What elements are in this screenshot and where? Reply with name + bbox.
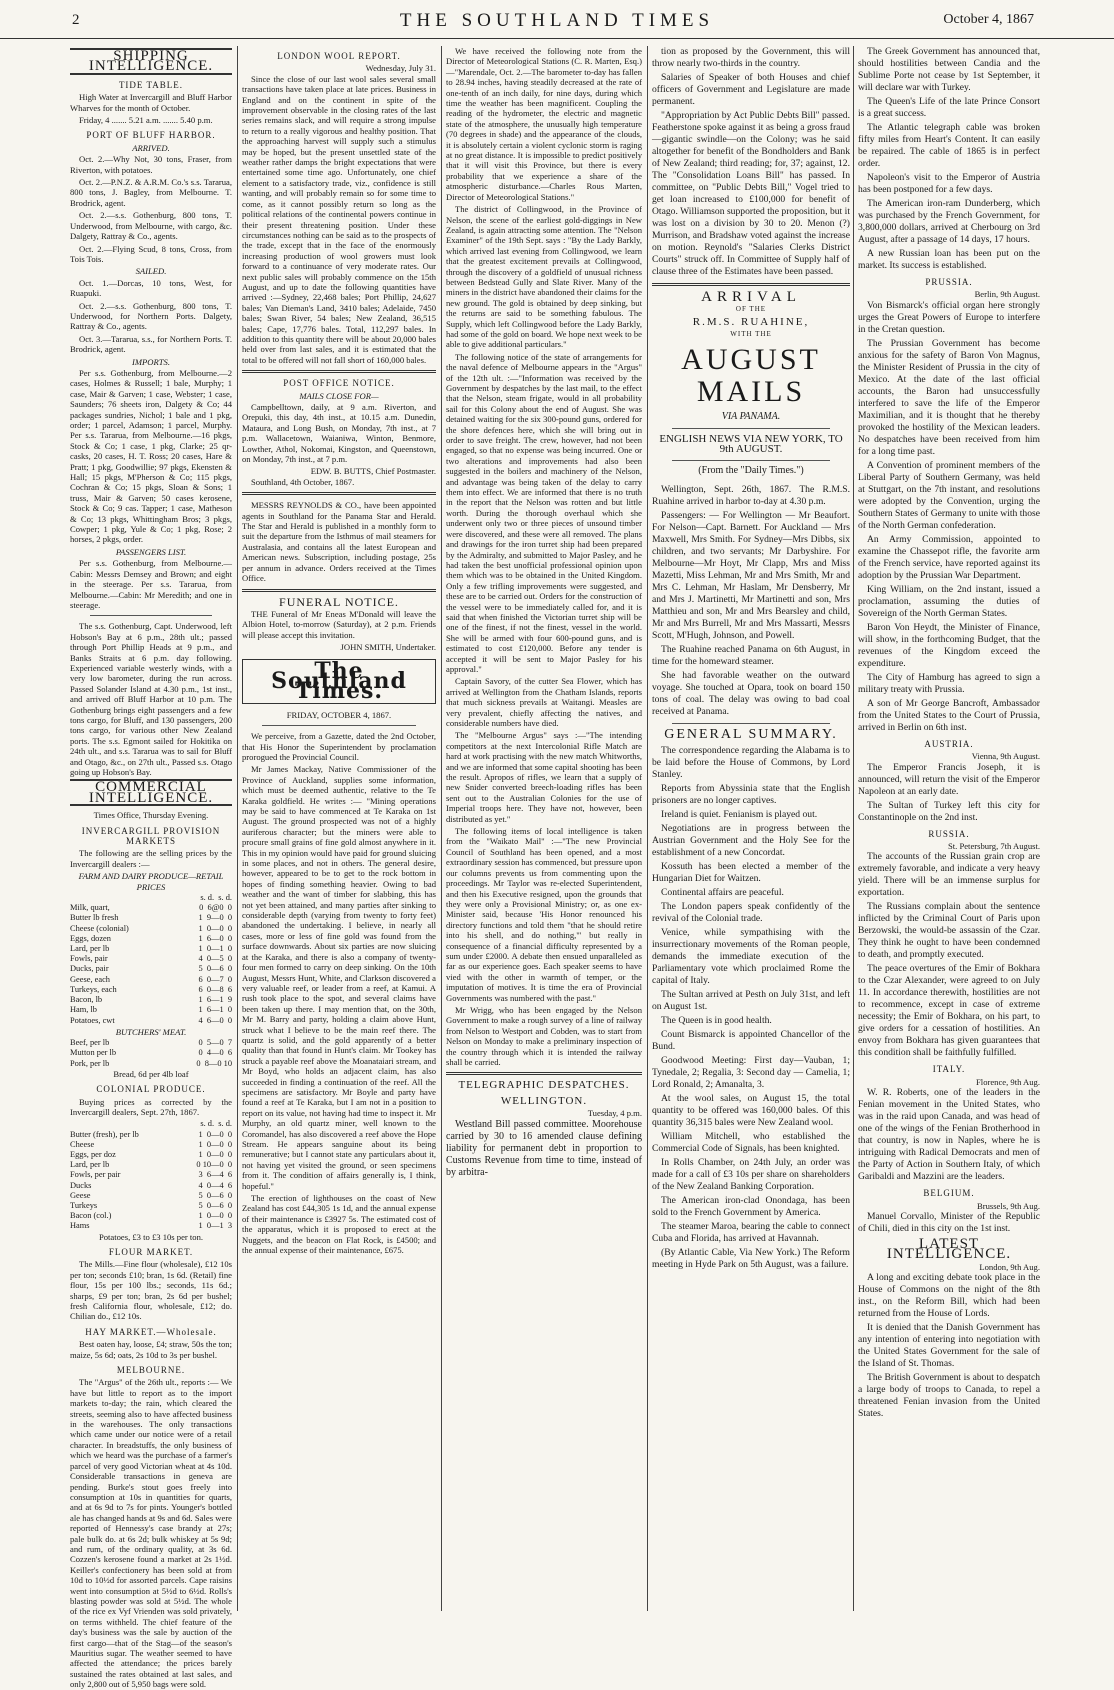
news-paragraph: The district of Collingwood, in the Province of Nelson, the scene of the earliest gold-diggings in New Zealand, is again attracting some attention. The "Nelson Examiner" of the 19th Sept. says : "By the Lady Barkly, which arrived last evening from Collingwood, we learn that the greatest excitement prevails at Collingwood, through the discovery of a goldfield of unusual richness between Bedstead Gully and Slate River. Many of the miners in the district have abandoned their claims for the new ground. The gold is obtained by deep sinking, but the returns are said to be something fabulous. The Supply, which left Collingwood before the Lady Barkly, had some of the gold on board. We hope next week to be able to give additional particulars.": [446, 204, 642, 350]
news-paragraph: The Queen's Life of the late Prince Consort is a great success.: [858, 96, 1040, 119]
news-paragraph: The following notice of the state of arrangements for the naval defence of Melbourne appears in the "Argus" of the 12th ult. :—"Information was received by the Government by despatches by the last mail, to the effect that the Nelson, steam frigate, would in all probability sail for this Colony about the end of August. She was detained waiting for the six 300-pound guns, ordered for the shore defences here, which she will bring out in order to save freight. The crew, however, had not been engaged, so that no expense was being incurred. One or two alterations and improvements had also been suggested in the boilers and machinery of the Nelson, and advantage was being taken of the delay to carry them into effect. We are informed that there is no truth in the report that the Nelson was rotten and but little worth. During the thorough overhaul which she underwent only two or three pieces of unsound timber were discovered, and these were all removed. The plans and drawings for the iron turret ship had been prepared by the Admiralty, and submitted to Major Pasley, and he had taken the best unofficial professional opinion upon them which was to be obtained in the United Kingdom. Only a few trifling improvements were suggested, and these are to be carried out. Orders for the construction of the vessel were to be immediately called for, and it is said that when finished the Victorian turret ship will be one of the finest, if not the finest, vessel in the world. She will be armed with four 600-pound guns, and is estimated to cost £120,000. Before any tender is accepted it will be sent to Major Pasley for his approval.": [446, 351, 642, 674]
news-paragraph: A Convention of prominent members of the Liberal Party of Southern Germany, was held at Stuttgart, on the 7th instant, and resolutions were adopted by the Convention, urging the Southern States of Germany to unite with those of the North German confederation.: [858, 459, 1040, 531]
passengers-heading: PASSENGERS LIST.: [115, 546, 187, 557]
price-item: Bacon, lb: [70, 995, 103, 1005]
price-row: [70, 1211, 232, 1221]
separator: [242, 589, 436, 592]
units-row: [70, 1119, 232, 1129]
news-paragraph: The Emperor Francis Joseph, it is announced, will return the visit of the Emperor Napoleon at an early date.: [858, 761, 1040, 797]
price-row: [70, 954, 232, 964]
price-item: Pork, per lb: [70, 1058, 110, 1068]
price-value: 5 0—6 0: [198, 1200, 232, 1210]
news-paragraph: Ireland is quiet. Fenianism is played out.: [661, 808, 818, 820]
news-paragraph: Count Bismarck is appointed Chancellor of the Bund.: [652, 1028, 850, 1052]
news-paragraph: The "Melbourne Argus" says :—"The intending competitors at the next Intercolonial Rifle Match are hard at work practising with the new match Whitworths, and we are informed that some capital shooting has been the result. Apropos of rifles, we learn that a supply of new Snider converted breech-loading rifles has been sent out to the Australian Colonies for the use of Imperial troops here. They have not, however, been distributed as yet.": [446, 730, 642, 824]
price-item: Eggs, dozen: [70, 933, 111, 943]
arrival-entry: Oct. 2.—P.N.Z. & A.R.M. Co.'s s.s. Tararua, 800 tons, J. Bagley, from Melbourne. T. Brodrick, agent.: [70, 177, 232, 208]
passengers-text: Per s.s. Gothenburg, from Melbourne.—Cabin: Messrs Demsey and Brown; and eight in the steerage. Per s.s. Tararua, from Melbourne.—Cabin: Mr Meredith; and one in steerage.: [70, 558, 232, 610]
news-paragraph: Venice, while sympathising with the insurrectionary movements of the Roman people, demands the immediate execution of the Parliamentary vote which proclaimed Rome the capital of Italy.: [652, 926, 850, 986]
news-paragraph: In Rolls Chamber, on 24th July, an order was made for a call of £3 10s per share on shareholders of the New Zealand Banking Corporation.: [652, 1156, 850, 1192]
price-value: 1 6—0 0: [198, 933, 232, 943]
price-value: 1 0—0 0: [198, 1129, 232, 1139]
price-row: [70, 1181, 232, 1191]
post-office-date: Southland, 4th October, 1867.: [251, 476, 355, 487]
price-item: Hams: [70, 1221, 90, 1231]
price-row: [70, 913, 232, 923]
prussia-news: [858, 300, 1040, 734]
separator: [242, 370, 436, 373]
price-item: Potatoes, cwt: [70, 1015, 115, 1025]
price-value: 0 4—0 6: [198, 1048, 232, 1058]
price-item: Lard, per lb: [70, 1160, 110, 1170]
italy-dateline: Florence, 9th Aug.: [976, 1076, 1040, 1087]
tide-heading: TIDE TABLE.: [118, 79, 184, 90]
news-paragraph: (By Atlantic Cable, Via New York.) The Reform meeting in Hyde Park on 5th August, was a failure.: [652, 1246, 850, 1270]
arrival-entry: Oct. 2.—Flying Scud, 8 tons, Cross, from Tois Tois.: [70, 243, 232, 264]
sailed-entry: Oct. 2.—s.s. Gothenburg, 800 tons, T. Underwood, for Northern Ports. Dalgety, Rattray & Co., agents.: [70, 300, 232, 332]
hay-text: Best oaten hay, loose, £4; straw, 50s the ton; maize, 5s 6d; oats, 2s 10d to 3s per bushel.: [70, 1339, 232, 1360]
page-number: 2: [72, 12, 80, 28]
column-rule: [237, 46, 238, 1611]
price-item: Turkeys: [70, 1200, 98, 1210]
price-value: 1 0—0 0: [198, 1149, 232, 1159]
price-value: 6 0—8 6: [198, 984, 232, 994]
sailed-entry: Oct. 3.—Tararua, s.s., for Northern Ports. T. Brodrick, agent.: [70, 333, 232, 355]
price-row: [70, 1191, 232, 1201]
separator: [672, 723, 830, 724]
russia-dateline: St. Petersburg, 7th August.: [948, 841, 1040, 852]
price-item: Butter lb fresh: [70, 913, 119, 923]
latest-intelligence-heading: LATEST INTELLIGENCE.: [886, 1236, 1012, 1263]
price-row: [70, 985, 232, 995]
times-office-line: Times Office, Thursday Evening.: [93, 810, 209, 821]
price-item: Beef, per lb: [70, 1038, 110, 1048]
arrival-with-the: WITH THE: [730, 330, 772, 339]
arrival-entry: Oct. 2.—s.s. Gothenburg, 800 tons, T. Underwood, from Melbourne, with cargo, &c. Dalgety, Rattray & Co., agents.: [70, 210, 232, 242]
gothenburg-report: The s.s. Gothenburg, Capt. Underwood, left Hobson's Bay at 6 p.m., 28th ult.; passed through Port Phillip Heads at 9 p.m., and Banks Straits at 6 p.m. day following. Experienced variable westerly winds, with a very low barometer, during the run across. Passed Solander Island at 4.30 p.m., 1st inst., and arrived off Bluff Harbor at 10 p.m. The Gothenburg brings eight passengers and a few tons cargo, for Bluff, and 130 passengers, 200 tons cargo, for various other New Zealand ports. The s.s. Egmont sailed for Hokitika on 24th ult., and s.s. Tararua was to sail for Bluff and Otago, &c., on 27th ult., Passed s.s. Otago going up Hobson's Bay.: [70, 621, 232, 777]
hay-heading: HAY MARKET.—Wholesale.: [85, 1326, 217, 1337]
wool-date: Wednesday, July 31.: [365, 63, 436, 74]
column-rule: [647, 46, 648, 1611]
news-paragraph: Goodwood Meeting: First day—Vauban, 1; Tynedale, 2; Regalia, 3: Second day — Camelia, 1; Lord Ronald, 2; Amanalta, 3.: [652, 1054, 850, 1090]
austria-heading: AUSTRIA.: [924, 738, 974, 749]
imports-heading: IMPORTS.: [132, 356, 170, 367]
news-paragraph: The correspondence regarding the Alabama is to be laid before the House of Commons, by Lord Stanley.: [652, 744, 850, 780]
separator: [672, 460, 830, 461]
italy-heading: ITALY.: [932, 1064, 966, 1075]
foreign-news-intro: [858, 46, 1040, 272]
price-row: [70, 995, 232, 1005]
colonial-intro: Buying prices as corrected by the Invercargill dealers, Sept. 27th, 1867.: [70, 1096, 232, 1117]
news-paragraph: The Greek Government has announced that, should hostilities between Candia and the Sublime Porte not cease by 1st September, it will declare war with Turkey.: [858, 46, 1040, 93]
latest-news: [858, 1272, 1040, 1420]
price-value: 1 9—0 0: [198, 913, 232, 923]
news-paragraph: At the wool sales, on August 15, the total quantity to be offered was 160,000 bales. Of this quantity 36,315 bales were New Zealand wool.: [652, 1092, 850, 1128]
post-office-heading: POST OFFICE NOTICE.: [283, 378, 395, 389]
column-5: [858, 46, 1040, 1611]
column-3: [446, 46, 642, 1611]
news-paragraph: A long and exciting debate took place in the House of Commons on the night of the 8th inst., on the Reform Bill, which had been returned from the House of Lords.: [858, 1272, 1040, 1320]
potatoes-price: Potatoes, £3 to £3 10s per ton.: [98, 1231, 204, 1242]
telegraphic-text: Westland Bill passed committee. Moorehouse carried by 30 to 16 amended clause defining liability for permanent debt in proportion to Customs Revenue from time to time, instead of by arbitra-: [446, 1118, 642, 1178]
arrival-paragraph: The Ruahine reached Panama on 6th August, in time for the homeward steamer.: [652, 644, 850, 668]
wool-heading: LONDON WOOL REPORT.: [277, 51, 401, 61]
news-paragraph: Reports from Abyssinia state that the English prisoners are no longer captives.: [652, 782, 850, 806]
prussia-heading: PRUSSIA.: [925, 277, 973, 287]
price-value: 1 0—0 0: [198, 1211, 232, 1221]
daily-times-source: (From the "Daily Times."): [698, 464, 804, 476]
news-paragraph: The City of Hamburg has agreed to sign a military treaty with Prussia.: [858, 671, 1040, 695]
shipping-heading: SHIPPING INTELLIGENCE.: [70, 48, 232, 75]
prussia-dateline: Berlin, 9th August.: [974, 289, 1040, 300]
column-rule: [441, 46, 442, 1611]
news-paragraph: William Mitchell, who established the Commercial Code of Signals, has been knighted.: [652, 1130, 850, 1154]
news-paragraph: The Sultan arrived at Pesth on July 31st, and left on August 1st.: [652, 988, 850, 1012]
price-value: 0 8—0 10: [196, 1058, 232, 1068]
editorial-paragraph: The erection of lighthouses on the coast of New Zealand has cost £44,305 1s 1d, and the annual expense of their maintenance is £3927 5s. The estimated cost of the apparatus, which it is proposed to erect at the Nuggets, and the beacon on Flat Rock, is £4500; and the annual expense of their maintenance, £675.: [242, 1193, 436, 1256]
price-value: 0 5—0 7: [198, 1038, 232, 1048]
news-paragraph: It is denied that the Danish Government has any intention of entering into negotiation with the United States Government for the sale of the Island of St. Thomas.: [858, 1322, 1040, 1370]
separator: [672, 428, 830, 429]
price-value: 1 6—1 9: [198, 995, 232, 1005]
bread-price: Bread, 6d per 4lb loaf: [113, 1068, 189, 1079]
news-paragraph: The Queen is in good health.: [661, 1014, 772, 1026]
price-value: 4 0—4 6: [198, 1180, 232, 1190]
post-office-signature: EDW. B. BUTTS, Chief Postmaster.: [310, 466, 436, 477]
news-paragraph: King William, on the 2nd instant, issued a proclamation, assuming the duties of Sovereign of the North German States.: [858, 583, 1040, 619]
separator: [446, 1072, 642, 1075]
news-paragraph: The Sultan of Turkey left this city for Constantinople on the 2nd inst.: [858, 799, 1040, 823]
flour-heading: FLOUR MARKET.: [108, 1246, 194, 1257]
price-row: [70, 934, 232, 944]
melbourne-text: The "Argus" of the 26th ult., reports :— We have but little to report as to the import markets to-day; the rain, which cleared the streets, seeming also to have affected business in the warehouses. The only transactions which came under our notice were of a retail character. In breadstuffs, the only business of which we heard was the purchase of a farmer's parcel of very good Victorian wheat at 4s 10d. Considerable transactions in geneva are pending. Burke's stout goes freely into consumption at 10s in quantities for quarts, and at 6s 9d to 7s for pints. Younger's bottled ale has changed hands at 9s and 6d. Sales were reported of Hennessy's case brandy at 27s; pale bulk do. at 6s 2d; bulk whiskey at 5s 9d; and rum, of the ordinary quality, at 3s 6d. Cozzen's kerosene found a market at 2s 1½d. Keiller's confectionery has been sold at from 10d to 10½d for assorted parcels. Cape raisins went into consumption at 5½d to 6½d. Rolls's blasting powder was sold at 5½d. The whole of the rice ex Vyf Vrienden was sold privately, on terms withheld. The chief feature of the day's business was the sale by auction of the first cargo—that of the Stag—of the season's Mauritius sugar. The weather seemed to have affected the attendance; the prices barely sustained the rates obtained at last sales, and only 2,800 out of 5,950 bags were sold.: [70, 1377, 232, 1690]
price-item: Eggs, per doz: [70, 1149, 116, 1159]
editorial-date: FRIDAY, OCTOBER 4, 1867.: [286, 709, 392, 720]
august-mails-heading: AUGUST MAILS: [681, 342, 821, 408]
units-label: s. d. s. d.: [200, 893, 232, 903]
price-row: [70, 1016, 232, 1026]
sailed-heading: SAILED.: [135, 266, 167, 277]
price-row: [70, 1150, 232, 1160]
general-summary-heading: GENERAL SUMMARY.: [664, 727, 838, 743]
price-row: [70, 1059, 232, 1069]
price-row: [70, 1221, 232, 1231]
telegraphic-continued: tion as proposed by the Government, this will throw nearly two-thirds in the country.: [652, 46, 850, 69]
wool-text: Since the close of our last wool sales several small transactions have taken place at late prices. Business in England and on the continent in spite of the improvement observable in the closing rates of the last series remains slack, and will require a strong impulse to return to a really vigorous and healthy position. That the approaching harvest will supply such a stimulus may be hoped, but the present unsettled state of the weather rather damps the bright expectations that were entertained some time ago. Unfortunately, one chief element to a satisfactory trade, viz., confidence is still wanting, and will probably remain so for some time to come, as it cannot possibly return so long as the political relations of the continental powers continue in their present threatening position. Under these circumstances nothing can be said as to the prospects of the trade, except that in the face of the enormously increasing production of wool growers must look forward to a continuance of very moderate rates. Our next public sales will probably commence on the 15th August, and up to date the following quantities have arrived :—Sydney, 22,468 bales; Port Phillip, 24,627 bales; Van Dieman's Land, 3410 bales; Adelaide, 7450 bales; Swan River, 54 bales; New Zealand, 36,515 bales; Cape, 17,776 bales. Total, 112,297 bales. In addition to this quantity there will be about 20,000 bales held over from last sales, and it is estimated that the total to be offered will not fall short of 160,000 bales.: [242, 73, 436, 365]
units-row: [70, 893, 232, 903]
telegraphic-time: Tuesday, 4 p.m.: [587, 1108, 642, 1119]
reynolds-advert: MESSRS REYNOLDS & CO., have been appointed agents in Southland for the Panama Star and Herald. The Star and Herald is published in a monthly form to suit the departure from the Isthmus of mail steamers for Australasia, and contains all the latest European and American news. Subscription, including postage, 25s per annum in advance. Orders received at the Times Office.: [242, 500, 436, 584]
price-row: [70, 1048, 232, 1058]
editorial-paragraph: Mr James Mackay, Native Commissioner of the Province of Auckland, supplies some information, which must be deemed authentic, relative to the Te Karaka goldfield. He writes :— "Mining operations may be said to have commenced at Te Karaka on 1st August. The ground prospected was not of a highly auriferous character; but the miners were able to procure small grains of fine gold almost anywhere in it. This in my opinion would have paid for ground sluicing in some places, and not in others. The general desire, however, appeared to be to get to the rock bottom in hopes of finding something heavier. Owing to bad weather and the want of timber for slabbing, this has not yet been attained, and many parties after sinking to considerable depth (varying from twenty to forty feet) abandoned the undertaking. I believe, in nearly all cases, more or less of fine gold was found from the surface downwards. About six parties are now sluicing at the Karaka, and there is also a company of twenty-four men formed to carry on deep sinking. On the 10th August, Messrs Hunt, White, and Clarkson discovered a very valuable reef, or leader from a reef, at Kamui. A rush took place to the spot, and several claims have been taken up there. I may mention that, on the 30th, Mr M. Barry and party, holding a claim above Hunt, struck what I believe to be the main reef there. The quartz is solid, and the gold apparently of a better quality than that found in Hunt's claim. Mr Tookey has struck a payable reef above the Moanataiari stream, and Mr Boyd, who holds an adjacent claim, has also succeeded in finding a continuation of the reef. All the specimens are satisfactory. Mr Boyle and party have found a reef at Te Karaka, but I am not in a position to report on its value, not having had time to inspect it. Mr Murphy, an old quartz miner, well known to the Coromandel, has also discovered a reef above the Hope Stream. He appears sanguine about its being remunerative; but I cannot state any particulars about it, not having yet visited the ground, or seen specimens from it. The condition of affairs generally is, I think, hopeful.": [242, 764, 436, 1191]
arrival-entry: Oct. 2.—Why Not, 30 tons, Fraser, from Riverton, with potatoes.: [70, 154, 232, 175]
news-paragraph: The Prussian Government has become anxious for the safety of Baron Von Magnus, the Minister Resident of Prussia in the city of Mexico. At the date of the last official accounts, the Baron had unsuccessfully interfered to save the life of the Emperor Maximilian, and it is thought that he thereby provoked the hostility of the Mexican leaders. No despatches have been received from him for a long time past.: [858, 337, 1040, 457]
price-row: [70, 1038, 232, 1048]
post-office-subheading: MAILS CLOSE FOR—: [299, 390, 379, 401]
news-paragraph: The American iron-ram Dunderberg, which was purchased by the French Government, for 3,800,000 dollars, arrived at Cherbourg on 3rd August, after a passage of 14 days, 17 hours.: [858, 198, 1040, 245]
news-paragraph: The following items of local intelligence is taken from the "Waikato Mail" :—"The new Provincial Council of Southland has been opened, and a most extraordinary session has commenced, but pressure upon our columns prevents us from commenting upon the proceedings. Mr Taylor was re-elected Superintendent, and then his Executive resigned, upon the grounds that they were only a Provisional Ministry; or, as one ex-Minister said, because 'His Honor renounced his directory functions and told them "that he should retire into his shell, and do nothing,"' but really in consequence of a financial difficulty represented by a sum under £2000. A debate then ensued unparalleled as far as our experience goes. Each speaker seems to have vied with the other in warmth of temper, or the imputation of motives. It is time the era of Provincial Governments was numbered with the past.": [446, 826, 642, 1003]
news-paragraph: A son of Mr George Bancroft, Ambassador from the United States to the Court of Prussia, arrived in Berlin on 6th inst.: [858, 697, 1040, 733]
price-item: Lard, per lb: [70, 944, 110, 954]
arrival-ship-name: R.M.S. RUAHINE,: [692, 315, 810, 328]
price-item: Cheese: [70, 1139, 95, 1149]
price-value: 1 0—0 0: [198, 1139, 232, 1149]
colonial-heading: COLONIAL PRODUCE.: [96, 1084, 206, 1095]
news-paragraph: A new Russian loan has been put on the market. Its success is established.: [858, 248, 1040, 271]
price-row: [70, 903, 232, 913]
price-value: 4 6—0 0: [198, 1015, 232, 1025]
austria-dateline: Vienna, 9th August.: [971, 751, 1040, 762]
separator: [242, 492, 436, 495]
price-row: [70, 1130, 232, 1140]
russia-news: [858, 851, 1040, 1059]
telegraphic-heading: TELEGRAPHIC DESPATCHES.: [458, 1079, 630, 1092]
melbourne-heading: MELBOURNE.: [116, 1365, 186, 1376]
butchers-price-table: [70, 1038, 232, 1069]
column-rule: [853, 46, 854, 1611]
price-value: 0 6@0 0: [199, 903, 232, 913]
price-item: Cheese (colonial): [70, 923, 129, 933]
price-item: Fowls, per pair: [70, 1170, 121, 1180]
column-1: [70, 46, 232, 1690]
column-2: [242, 46, 436, 1611]
news-paragraph: An Army Commission, appointed to examine the Chassepot rifle, the favorite arm of the French service, have reported against its adoption by the Prussian War Department.: [858, 533, 1040, 581]
price-item: Ham, lb: [70, 1005, 97, 1015]
price-value: 3 6—4 6: [198, 1170, 232, 1180]
belgium-text: Manuel Corvallo, Minister of the Republic of Chili, died in this city on the 1st inst.: [858, 1211, 1040, 1235]
markets-heading: INVERCARGILL PROVISION MARKETS: [81, 825, 221, 847]
units-label: s. d. s. d.: [200, 1119, 232, 1129]
price-row: [70, 964, 232, 974]
price-value: 4 0—5 0: [198, 954, 232, 964]
price-item: Geese, each: [70, 974, 110, 984]
price-value: 1 0—1 0: [198, 944, 232, 954]
arrival-heading: ARRIVAL: [701, 289, 801, 305]
editorial-paragraph: We perceive, from a Gazette, dated the 2nd October, that His Honor the Superintendent by proclamation prorogued the Provincial Council.: [242, 731, 436, 762]
news-paragraph: The Atlantic telegraph cable was broken fifty miles from Heart's Content. It can easily be repaired. The cable of 1865 is in perfect order.: [858, 122, 1040, 169]
news-paragraph: Mr Wrigg, who has been engaged by the Nelson Government to make a rough survey of a line of railway from Nelson to Westport and Cobden, was to start from Nelson on Monday to make a preliminary inspection of the country through which it is intended the railway shall be carried.: [446, 1004, 642, 1067]
telegraphic-continued: Salaries of Speaker of both Houses and chief officers of Government and Legislature are made permanent.: [652, 72, 850, 107]
post-office-text: Campbelltown, daily, at 9 a.m. Riverton, and Orepuki, this day, 4th inst., at 10.15 a.m. Dunedin, Mataura, and Long Bush, on Monday, 7th inst., at 7 p.m. Wallacetown, Waianiwa, Winton, Benmore, Lowther, Athol, Nokomai, Kingston, and Queenstown, on Monday, 7th inst., at 7 p.m.: [242, 402, 436, 465]
price-row: [70, 975, 232, 985]
price-item: Ducks, pair: [70, 964, 109, 974]
russia-heading: RUSSIA.: [928, 828, 970, 839]
imports-text: Per s.s. Gothenburg, from Melbourne.—2 cases, Holmes & Russell; 1 bale, Murphy; 1 case, Mair & Garven; 1 case, Webster; 1 case, Saunders; 76 sheets iron, Dalgety & Co; 44 packages sundries, Nichol; 1 bale and 1 pkg, order; 1 parcel, Adamson; 1 parcel, Murphy. Per s.s. Tararua, from Melbourne.—16 pkgs, Stock & Co; 1 case, 1 pkg, Clarke; 25 qr-casks, 20 cases, H. T. Ross; 20 cases, Hare & Pratt; 1 pkg, Goodwillie; 97 pkgs, Ekensten & Hall; 15 pkgs, M'Pherson & Co; 115 pkgs, Cochran & Co; 15 pkgs, Sloan & Sons; 1 truss, Mair & Garven; 50 cases kerosene, Stock & Co; 9 cas. Tapper; 1 case, Matheson & Co; 13 pkgs, Whittingham Bros; 3 pkgs, Cowper; 1 pkg, Yule & Co; 1 pkg, Rose; 2 horses, 2 pkgs, order.: [70, 367, 232, 545]
banner-title: The Southland Times.: [271, 657, 407, 705]
news-paragraph: The steamer Maroa, bearing the cable to connect Cuba and Florida, has arrived at Havannah.: [652, 1220, 850, 1244]
price-value: 1 0—0 0: [198, 923, 232, 933]
separator: [262, 725, 416, 726]
arrived-heading: ARRIVED.: [132, 142, 170, 153]
flour-text: The Mills.—Fine flour (wholesale), £12 10s per ton; seconds £10; bran, 1s 6d. (Retail) fine flour, 15s per 100 lbs.; seconds, 11s 6d.; sharps, £9 per ton; bran, 2s 6d per bushel; fresh California flour, wholesale, £12; do. Chilian do., £12 10s.: [70, 1259, 232, 1322]
wellington-heading: WELLINGTON.: [500, 1094, 588, 1107]
editorial-banner: [242, 659, 436, 704]
news-paragraph: Von Bismarck's official organ here strongly urges the Great Powers of Europe to interfere in the Cretan question.: [858, 299, 1040, 335]
farm-heading: FARM AND DAIRY PRODUCE—RETAIL PRICES: [78, 871, 224, 892]
colonial-price-table: [70, 1119, 232, 1231]
belgium-heading: BELGIUM.: [923, 1188, 975, 1199]
funeral-heading: FUNERAL NOTICE.: [279, 594, 399, 609]
austria-news: [858, 762, 1040, 824]
general-summary-list: [652, 745, 850, 1271]
news-paragraph: The London papers speak confidently of the revival of the Colonial trade.: [652, 900, 850, 924]
price-item: Butter (fresh), per lb: [70, 1129, 139, 1139]
separator: [652, 283, 850, 286]
price-item: Bacon (col.): [70, 1211, 112, 1221]
butchers-heading: BUTCHERS' MEAT.: [115, 1026, 187, 1037]
telegraphic-continued: "Appropriation by Act Public Debts Bill" passed. Featherstone spoke against it as being a gross fraud—gigantic swindle—on the Colony; was he said altogether for benefit of the Bondholders and Bank of New Zealand; third reading; for, 37; against, 12. The "Consolidation Loans Bill" has passed. In committee, on "Public Debts Bill," Vogel tried to get loan increased to £100,000 for benefit of Otago. Williamson supported the proposition, but it was lost on a division by 30 to 20. Menon (?) Murrison, and Bradshaw voted against the increase on motion. Reynold's "Salaries Clerks District Courts" struck off. In Committee of Supply half of clause three of the Estimates have been passed.: [652, 110, 850, 277]
news-paragraph: The American iron-clad Onondaga, has been sold to the French Government by America.: [652, 1194, 850, 1218]
issue-date-header: October 4, 1867: [943, 12, 1034, 27]
news-paragraph: Napoleon's visit to the Emperor of Austria has been postponed for a few days.: [858, 172, 1040, 195]
commercial-heading: COMMERCIAL INTELLIGENCE.: [70, 779, 232, 806]
news-paragraph: Continental affairs are peaceful.: [661, 886, 784, 898]
column-4: [652, 46, 850, 1611]
news-paragraph: Kossuth has been elected a member of the Hungarian Diet for Waitzen.: [652, 860, 850, 884]
price-item: Fowls, pair: [70, 954, 108, 964]
sailed-entry: Oct. 1.—Dorcas, 10 tons, West, for Ruapuki.: [70, 277, 232, 299]
latest-dateline: London, 9th Aug.: [979, 1261, 1040, 1272]
arrival-paragraph: She had favorable weather on the outward voyage. She touched at Opara, took on board 150 tons of coal. The delay was owing to bad coal received at Panama.: [652, 670, 850, 718]
price-value: 6 0—7 0: [198, 974, 232, 984]
news-paragraph: The British Government is about to despatch a large body of troops to Canada, to repel a threatened Fenian invasion from the United States.: [858, 1372, 1040, 1420]
belgium-dateline: Brussels, 9th Aug.: [976, 1200, 1040, 1211]
price-row: [70, 1005, 232, 1015]
price-value: 0 10—0 0: [196, 1160, 232, 1170]
price-row: [70, 924, 232, 934]
funeral-text: THE Funeral of Mr Eneas M'Donald will leave the Albion Hotel, to-morrow (Saturday), at 2 p.m. Friends will please accept this invitation.: [242, 608, 436, 640]
price-item: Geese: [70, 1190, 91, 1200]
newspaper-title: THE SOUTHLAND TIMES: [399, 10, 715, 31]
price-value: 1 0—1 3: [198, 1221, 232, 1231]
markets-intro: The following are the selling prices by the Invercargill dealers :—: [70, 848, 232, 869]
news-paragraph: Captain Savory, of the cutter Sea Flower, which has arrived at Wellington from the Chatham Islands, reports that much sickness prevails at Waitangi. Measles are very prevalent, chiefly affecting the natives, and considerable numbers have died.: [446, 676, 642, 728]
news-paragraph: The accounts of the Russian grain crop are extremely favorable, and indicate a very heavy yield. There will be an immense surplus for exportation.: [858, 851, 1040, 899]
news-paragraph: The peace overtures of the Emir of Bokhara to the Czar Alexander, were agreed to on July 11. In accordance therewith, hostilities are not to recommence, except in case of extreme necessity; the Emir of Bokhara, on his part, to give orders for a cessation of hostilities. An envoy from Bokhara has given guarantees that this condition shall be faithfully fulfilled.: [858, 963, 1040, 1059]
separator: [90, 615, 212, 616]
price-row: [70, 1140, 232, 1150]
price-item: Mutton per lb: [70, 1048, 117, 1058]
price-item: Ducks: [70, 1180, 92, 1190]
price-value: 5 0—6 0: [198, 964, 232, 974]
masthead: [0, 0, 1114, 39]
arrival-paragraph: Passengers: — For Wellington — Mr Beaufort. For Nelson—Capt. Barnett. For Auckland — Mrs Maxwell, Mrs Smith. For Sydney—Mrs Dibbs, six children, and two servants; Mr Darbyshire. For Melbourne—Mr Hoyt, Mr Clapp, Mrs and Miss Mazetti, Miss Lehman, Mr and Mrs Smith, Mr and Mrs C. Lehman, Mr Haslam, Mr Densberry, Mr and Mrs J. Martinetti, Mr Martinetti and son, Mrs Matthieu and son, Mr and Mrs Bearsley and child, Mr and Mrs Burrell, Mr and Mrs Massarti, Messrs Scott, M'Hugh, Johnson, and Powell.: [652, 510, 850, 642]
price-row: [70, 944, 232, 954]
tide-text: High Water at Invercargill and Bluff Harbor Wharves for the month of October.: [70, 92, 232, 113]
italy-text: W. R. Roberts, one of the leaders in the Fenian movement in the United States, who was in the raid upon Canada, and was head of one of the wings of the Fenian Brotherhood in that country, is now in Naples, where he is intriguing with Radical Democrats and men of the Party of Action in Southern Italy, of which Garibaldi and Mazzini are the leaders.: [858, 1087, 1040, 1183]
farm-price-table: [70, 893, 232, 1026]
news-paragraph: The Russians complain about the sentence inflicted by the Criminal Court of Paris upon Berzowski, the would-be assassin of the Czar. They think he ought to have been condemned to death, and promptly executed.: [858, 901, 1040, 961]
news-paragraph: Baron Von Heydt, the Minister of Finance, will show, in the forthcoming Budget, that the revenues of the Kingdom exceed the expenditure.: [858, 621, 1040, 669]
news-paragraph: Negotiations are in progress between the Austrian Government and the Holy See for the establishment of a new Concordat.: [652, 822, 850, 858]
price-value: 1 6—1 0: [198, 1005, 232, 1015]
price-row: [70, 1201, 232, 1211]
arrival-of-the: OF THE: [735, 305, 767, 314]
english-news-heading: ENGLISH NEWS VIA NEW YORK, TO 9th AUGUST.: [659, 433, 843, 456]
price-value: 5 0—6 0: [198, 1190, 232, 1200]
arrival-paragraph: Wellington, Sept. 26th, 1867. The R.M.S. Ruahine arrived in harbor to-day at 4.30 p.m.: [652, 484, 850, 508]
price-row: [70, 1160, 232, 1170]
price-item: Milk, quart,: [70, 903, 110, 913]
tide-row: Friday, 4 ....... 5.21 a.m. ....... 5.40 p.m.: [79, 115, 213, 126]
price-row: [70, 1170, 232, 1180]
price-item: Turkeys, each: [70, 984, 117, 994]
news-paragraph: We have received the following note from the Director of Meteorological Stations (C. R. Marten, Esq.)—"Marendale, Oct. 2.—The barometer to-day has fallen to 28.94 inches, having steadily decreased at the rate of one-tenth of an inch daily, for nine days, during which time the weather has been magnificent. Coupling the reading of the hydrometer, the electric and magnetic state of the atmosphere, the unusually high temperature (70 degrees in shade) and the appearance of the clouds, it is absolutely certain a violent cyclonic storm is raging at no great distance. It is impossible to predict positively that it will visit this Province, but there is every probability that we experience a share of the atmospheric disturbance.—Charles Rous Marten, Director of Meteorological Stations.": [446, 46, 642, 202]
port-heading: PORT OF BLUFF HARBOR.: [86, 130, 216, 141]
via-panama: VIA PANAMA.: [721, 410, 781, 422]
funeral-signature: JOHN SMITH, Undertaker.: [340, 642, 436, 653]
